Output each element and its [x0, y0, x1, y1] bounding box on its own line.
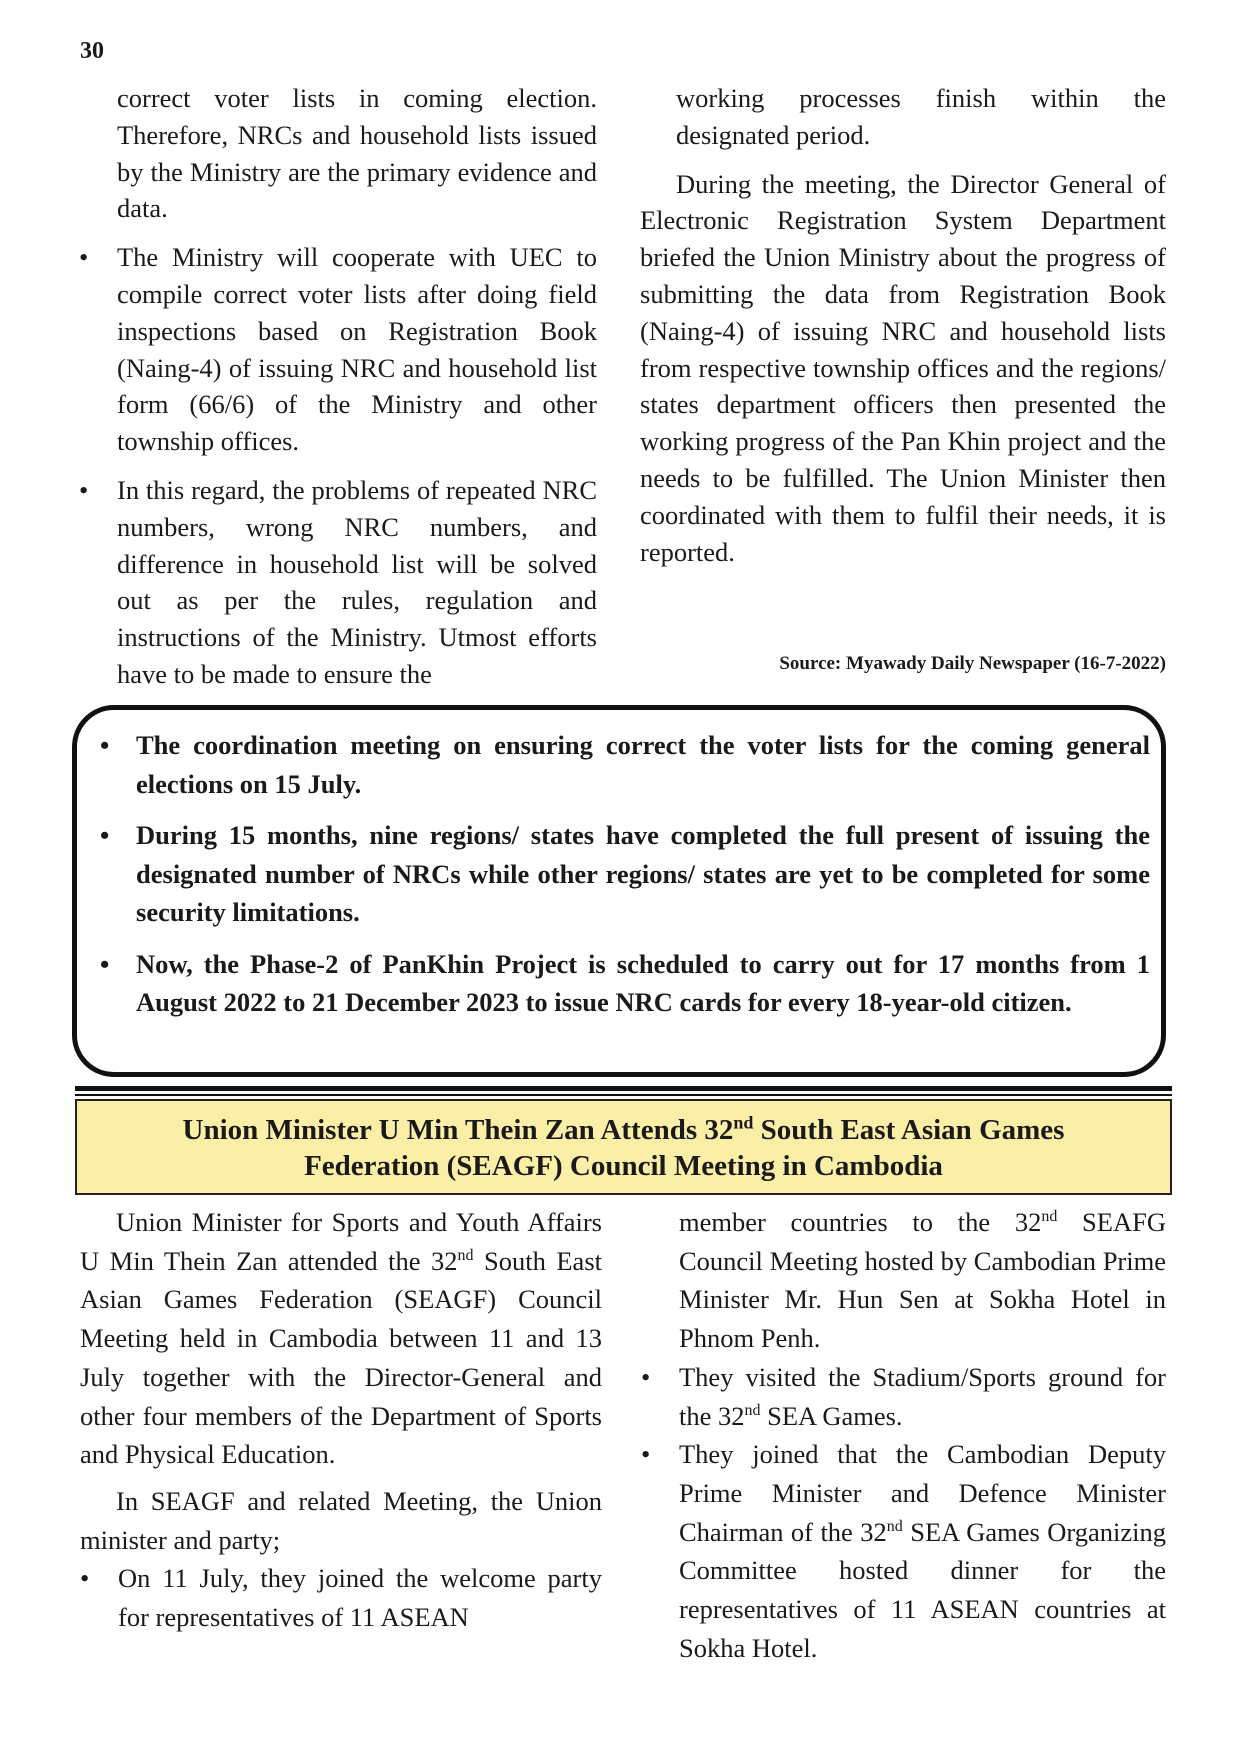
- highlight-text: The coordination meeting on ensuring correct the voter lists for the coming general elections on 15 July.: [136, 730, 1150, 799]
- highlight-text: Now, the Phase-2 of PanKhin Project is scheduled to carry out for 17 months from 1 August 2022 to 21 December 2023 to issue NRC cards for every 18-year-old citizen.: [136, 948, 1150, 1017]
- bullet-icon: •: [641, 1361, 651, 1392]
- headline-line-1: Union Minister U Min Thein Zan Attends 32nd South East Asian Games: [182, 1112, 1065, 1146]
- continued-paragraph: correct voter lists in coming election. Therefore, NRCs and household lists issued by the Ministry are the primary evidence and data.: [117, 83, 597, 224]
- continued-list-item: member countries to the 32nd SEAFG Council Meeting hosted by Cambodian Prime Minister Mr. Hun Sen at Sokha Hotel in Phnom Penh.: [679, 1207, 1166, 1354]
- top-right-column: [640, 80, 1166, 570]
- page-number: 30: [80, 38, 104, 64]
- source-citation: Source: Myawady Daily Newspaper (16-7-2022): [779, 653, 1166, 674]
- article-headline: [75, 1099, 1172, 1195]
- bullet-icon: •: [79, 242, 89, 273]
- body-paragraph: In SEAGF and related Meeting, the Union minister and party;: [80, 1485, 602, 1555]
- list-item-text: They visited the Stadium/Sports ground for the 32nd SEA Games.: [679, 1361, 1166, 1431]
- highlight-item: [100, 816, 1150, 932]
- list-item: [641, 1358, 1166, 1435]
- body-paragraph: During the meeting, the Director General of Electronic Registration System Department briefed the Union Ministry about the progress of submitting the data from Registration Book (Naing-4) of issuing NRC and household lists from respective township offices and the regions/ states department officers then presented the working progress of the Pan Khin project and the needs to be fulfilled. The Union Minister then coordinated with them to fulfil their needs, it is reported.: [640, 168, 1166, 567]
- list-item-text: The Ministry will cooperate with UEC to compile correct voter lists after doing field inspections based on Registration Book (Naing-4) of issuing NRC and household list form (66/6) of the Ministry and other township offices.: [117, 242, 597, 457]
- highlight-item: [100, 726, 1150, 803]
- bullet-icon: •: [100, 730, 110, 760]
- section-divider-thin: [75, 1094, 1172, 1096]
- body-paragraph: Union Minister for Sports and Youth Affairs U Min Thein Zan attended the 32nd South East Asian Games Federation (SEAGF) Council Meeting held in Cambodia between 11 and 13 July together with the Director-General and other four members of the Department of Sports and Physical Education.: [80, 1207, 602, 1470]
- article-left-column: [80, 1203, 602, 1637]
- highlights-list: [100, 726, 1150, 1022]
- bullet-icon: •: [80, 1563, 90, 1594]
- headline-line-2: Federation (SEAGF) Council Meeting in Cambodia: [304, 1150, 943, 1182]
- list-item-text: They joined that the Cambodian Deputy Prime Minister and Defence Minister Chairman of the 32nd SEA Games Organizing Committee hosted dinner for the representatives of 11 ASEAN countries at Sokha Hotel.: [679, 1439, 1166, 1663]
- top-left-column: [79, 80, 597, 693]
- highlight-text: During 15 months, nine regions/ states have completed the full present of issuing the designated number of NRCs while other regions/ states are yet to be completed for some security limitations.: [136, 820, 1150, 927]
- list-item: [79, 239, 597, 460]
- list-item: [79, 472, 597, 693]
- list-item-text: In this regard, the problems of repeated NRC numbers, wrong NRC numbers, and difference in household list will be solved out as per the rules, regulation and instructions of the Ministry. Utmost efforts have to be made to ensure the: [117, 474, 597, 689]
- bullet-icon: •: [79, 474, 89, 505]
- list-item: [641, 1435, 1166, 1667]
- bullet-icon: •: [100, 820, 110, 850]
- list-item: [80, 1559, 602, 1636]
- article-right-column: [641, 1203, 1166, 1667]
- bullet-icon: •: [100, 948, 110, 979]
- bullet-icon: •: [641, 1439, 651, 1470]
- section-divider: [75, 1086, 1172, 1091]
- highlight-item: [100, 945, 1150, 1022]
- list-item-text: On 11 July, they joined the welcome party for representatives of 11 ASEAN: [118, 1563, 602, 1633]
- continued-paragraph: working processes finish within the designated period.: [676, 83, 1166, 150]
